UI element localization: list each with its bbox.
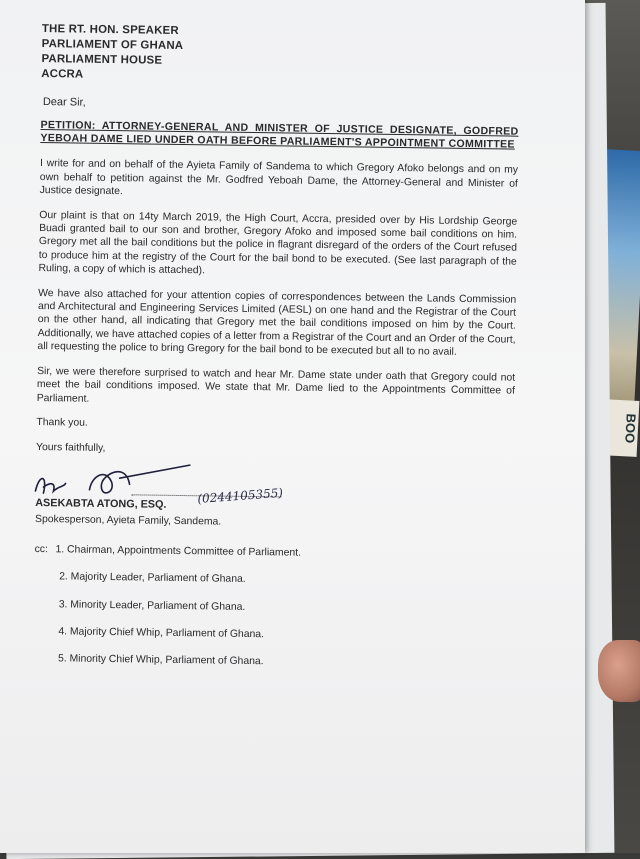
cc-label: cc: (34, 543, 48, 555)
cc-item (34, 598, 512, 618)
recipient-line: PARLIAMENT HOUSE (41, 53, 163, 67)
salutation: Dear Sir, (42, 96, 86, 109)
signature-block (35, 467, 514, 544)
cc-text: Majority Leader, Parliament of Ghana. (70, 571, 246, 586)
paragraph: We have also attached for your attention copies of correspondences between the Lands Commission and Architectural and Engineering Services Limited (AESL) on one hand and the Registrar of the Court on the other hand, all indicating that Gregory met the bail conditions imposed on him by the Court. Additionally, we have attached copies of a letter from a Registrar of the Court and an Order of the Court, all requesting the police to bring Gregory for the bail bond to be executed but all to no avail. (37, 287, 517, 359)
signatory-name: ASEKABTA ATONG, ESQ. (35, 496, 167, 511)
cc-list (33, 543, 513, 673)
recipient-line: ACCRA (41, 68, 84, 81)
cc-number: 5. (57, 653, 67, 665)
paragraph: Sir, we were therefore surprised to watch and hear Mr. Dame state under oath that Gregory could not meet the bail conditions imposed. We state that Mr. Dame lied to the Appointments Committee of Parliament. (36, 365, 516, 405)
paragraph: Our plaint is that on 14ty March 2019, the High Court, Accra, presided over by His Lordship George Buadi granted bail to our son and brother, Gregory Afoko and imposed some bail conditions on him. Gregory met all the bail conditions but the police in flagrant disregard of the orders of the Court refused to produce him at the registry of the Court for the bail bond to be executed. (See last paragraph of the Ruling, a copy of which is attached). (38, 209, 518, 277)
thumb (598, 640, 640, 702)
cc-text: Majority Chief Whip, Parliament of Ghana. (69, 626, 265, 641)
recipient-line: PARLIAMENT OF GHANA (41, 38, 184, 53)
cc-item (34, 570, 512, 590)
signatory-role: Spokesperson, Ayieta Family, Sandema. (34, 513, 222, 528)
cc-text: Chairman, Appointments Committee of Parliament. (67, 544, 302, 559)
cc-item (35, 543, 513, 563)
book-spine-label: BOO (599, 399, 640, 457)
handwritten-phone: (0244105355) (196, 485, 284, 506)
cc-number: 4. (58, 626, 68, 638)
cc-item (33, 652, 511, 672)
recipient-line: THE RT. HON. SPEAKER (41, 23, 179, 37)
letter-body (31, 22, 520, 686)
thanks-line: Thank you. (36, 416, 88, 429)
recipient-address (41, 22, 520, 89)
closing-line: Yours faithfully, (35, 442, 106, 455)
cc-number: 3. (58, 598, 68, 610)
cc-text: Minority Leader, Parliament of Ghana. (70, 599, 246, 613)
cc-text: Minority Chief Whip, Parliament of Ghana. (69, 653, 264, 668)
cc-item (33, 625, 511, 645)
cc-number: 2. (59, 571, 68, 583)
paragraph: I write for and on behalf of the Ayieta Family of Sandema to which Gregory Afoko belongs and on my own behalf to petition against the Mr. Godfred Yeboah Dame, the Attorney-General and Minister of Justice designate. (39, 158, 519, 198)
cc-number: 1. (55, 543, 65, 556)
subject-heading: PETITION: ATTORNEY-GENERAL AND MINISTER OF JUSTICE DESIGNATE, GODFRED YEBOAH DAME LIED UNDER OATH BEFORE PARLIAMENT'S APPOINTMENT COMMITTEE (40, 119, 519, 152)
